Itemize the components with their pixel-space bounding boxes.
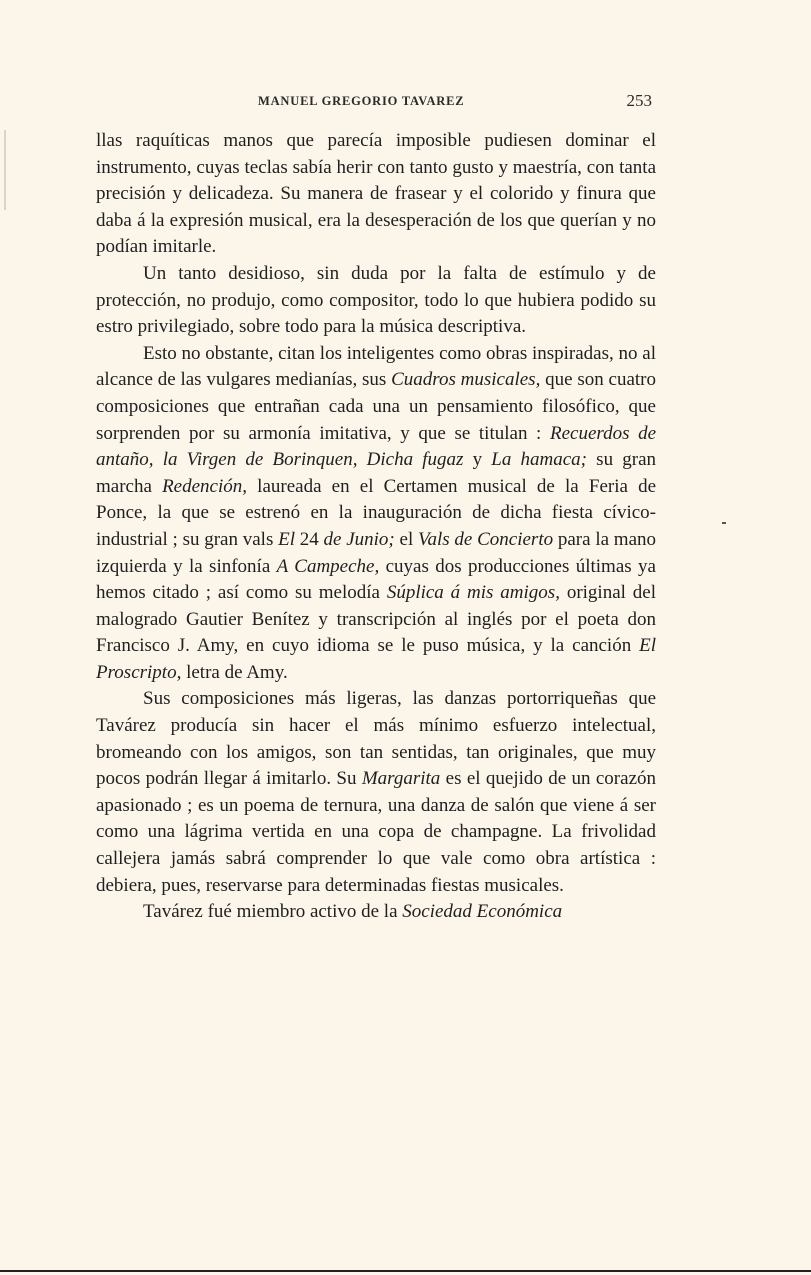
text-run: letra de Amy. [181, 661, 288, 683]
page-number: 253 [626, 91, 652, 110]
paragraph [96, 341, 656, 687]
paragraph [96, 899, 656, 926]
text-run: su gran marcha [96, 449, 657, 497]
italic-title: El [278, 528, 295, 550]
page-header [96, 90, 656, 114]
italic-title: de Junio; [323, 528, 395, 550]
italic-title: Margarita [361, 768, 441, 790]
body-text [96, 128, 656, 926]
text-run: Un tanto desidioso, sin duda por la falta de estímulo y de protección, no produjo, como compositor, todo lo que hubiera podido su estro privilegiado, sobre todo para la música descriptiva. [96, 262, 656, 338]
text-run: 24 [295, 528, 324, 550]
paragraph [96, 686, 656, 899]
text-run: Esto no obstante, citan los inteligentes como obras inspiradas, no al alcance de las vulgares medianías, sus [96, 342, 656, 391]
text-run: original del malogrado Gautier Benítez y transcripción al inglés por el poeta don Francisco J. Amy, en cuyo idioma se le puso música, y la canción [96, 582, 656, 657]
text-run: para la mano izquierda y la sinfonía [96, 528, 656, 577]
text-run: Tavárez fué miembro activo de la [143, 901, 403, 923]
paragraph [96, 128, 656, 261]
italic-title: Recuerdos de antaño, la Virgen de Borinquen, Dicha fugaz [96, 422, 657, 471]
margin-mark [722, 522, 726, 524]
text-run: Sus composiciones más ligeras, las danzas portorriqueñas que Tavárez producía sin hacer el más mínimo esfuerzo intelectual, bromeando con los amigos, son tan sentidas, tan originales, que muy pocos podrán llegar á imitarlo. Su [96, 688, 656, 790]
text-run: es el quejido de un corazón apasionado ; es un poema de ternura, una danza de salón que viene á ser como una lágrima vertida en una copa de champagne. La frivolidad callejera jamás sabrá comprender lo que vale como obra artística : debiera, pues, reservarse para determinadas fiestas musicales. [96, 768, 656, 896]
italic-title: La hamaca; [491, 449, 588, 471]
italic-title: Sociedad Económica [402, 901, 563, 923]
text-run: el [394, 528, 418, 550]
page-edge-mark [4, 130, 6, 210]
text-run: cuyas dos producciones últimas ya hemos citado ; así como su melodía [96, 555, 656, 604]
italic-title: Vals de Concierto [417, 528, 554, 550]
text-run: llas raquíticas manos que parecía imposible pudiesen dominar el instrumento, cuyas teclas sabía herir con tanto gusto y maestría, con tanta precisión y delicadeza. Su manera de frasear y el colorido y finura que daba á la expresión musical, era la desesperación de los que querían y no podían imitarle. [96, 130, 656, 258]
text-run: que son cuatro composiciones que entrañan cada una un pensamiento filosófico, que sorprenden por su armonía imitativa, y que se titulan : [96, 369, 656, 444]
italic-title: Cuadros musicales, [391, 369, 541, 391]
italic-title: Súplica á mis amigos, [386, 582, 560, 604]
running-head: MANUEL GREGORIO TAVAREZ [258, 94, 465, 108]
paragraph [96, 261, 656, 341]
italic-title: Redención, [162, 475, 248, 497]
text-run: y [463, 449, 492, 471]
italic-title: A Campeche, [276, 555, 380, 577]
italic-title: El Proscripto, [96, 635, 656, 683]
bottom-rule [0, 1270, 811, 1272]
text-run: laureada en el Certamen musical de la Feria de Ponce, la que se estrenó en la inauguración de dicha fiesta cívico-industrial ; su gran vals [96, 475, 657, 550]
